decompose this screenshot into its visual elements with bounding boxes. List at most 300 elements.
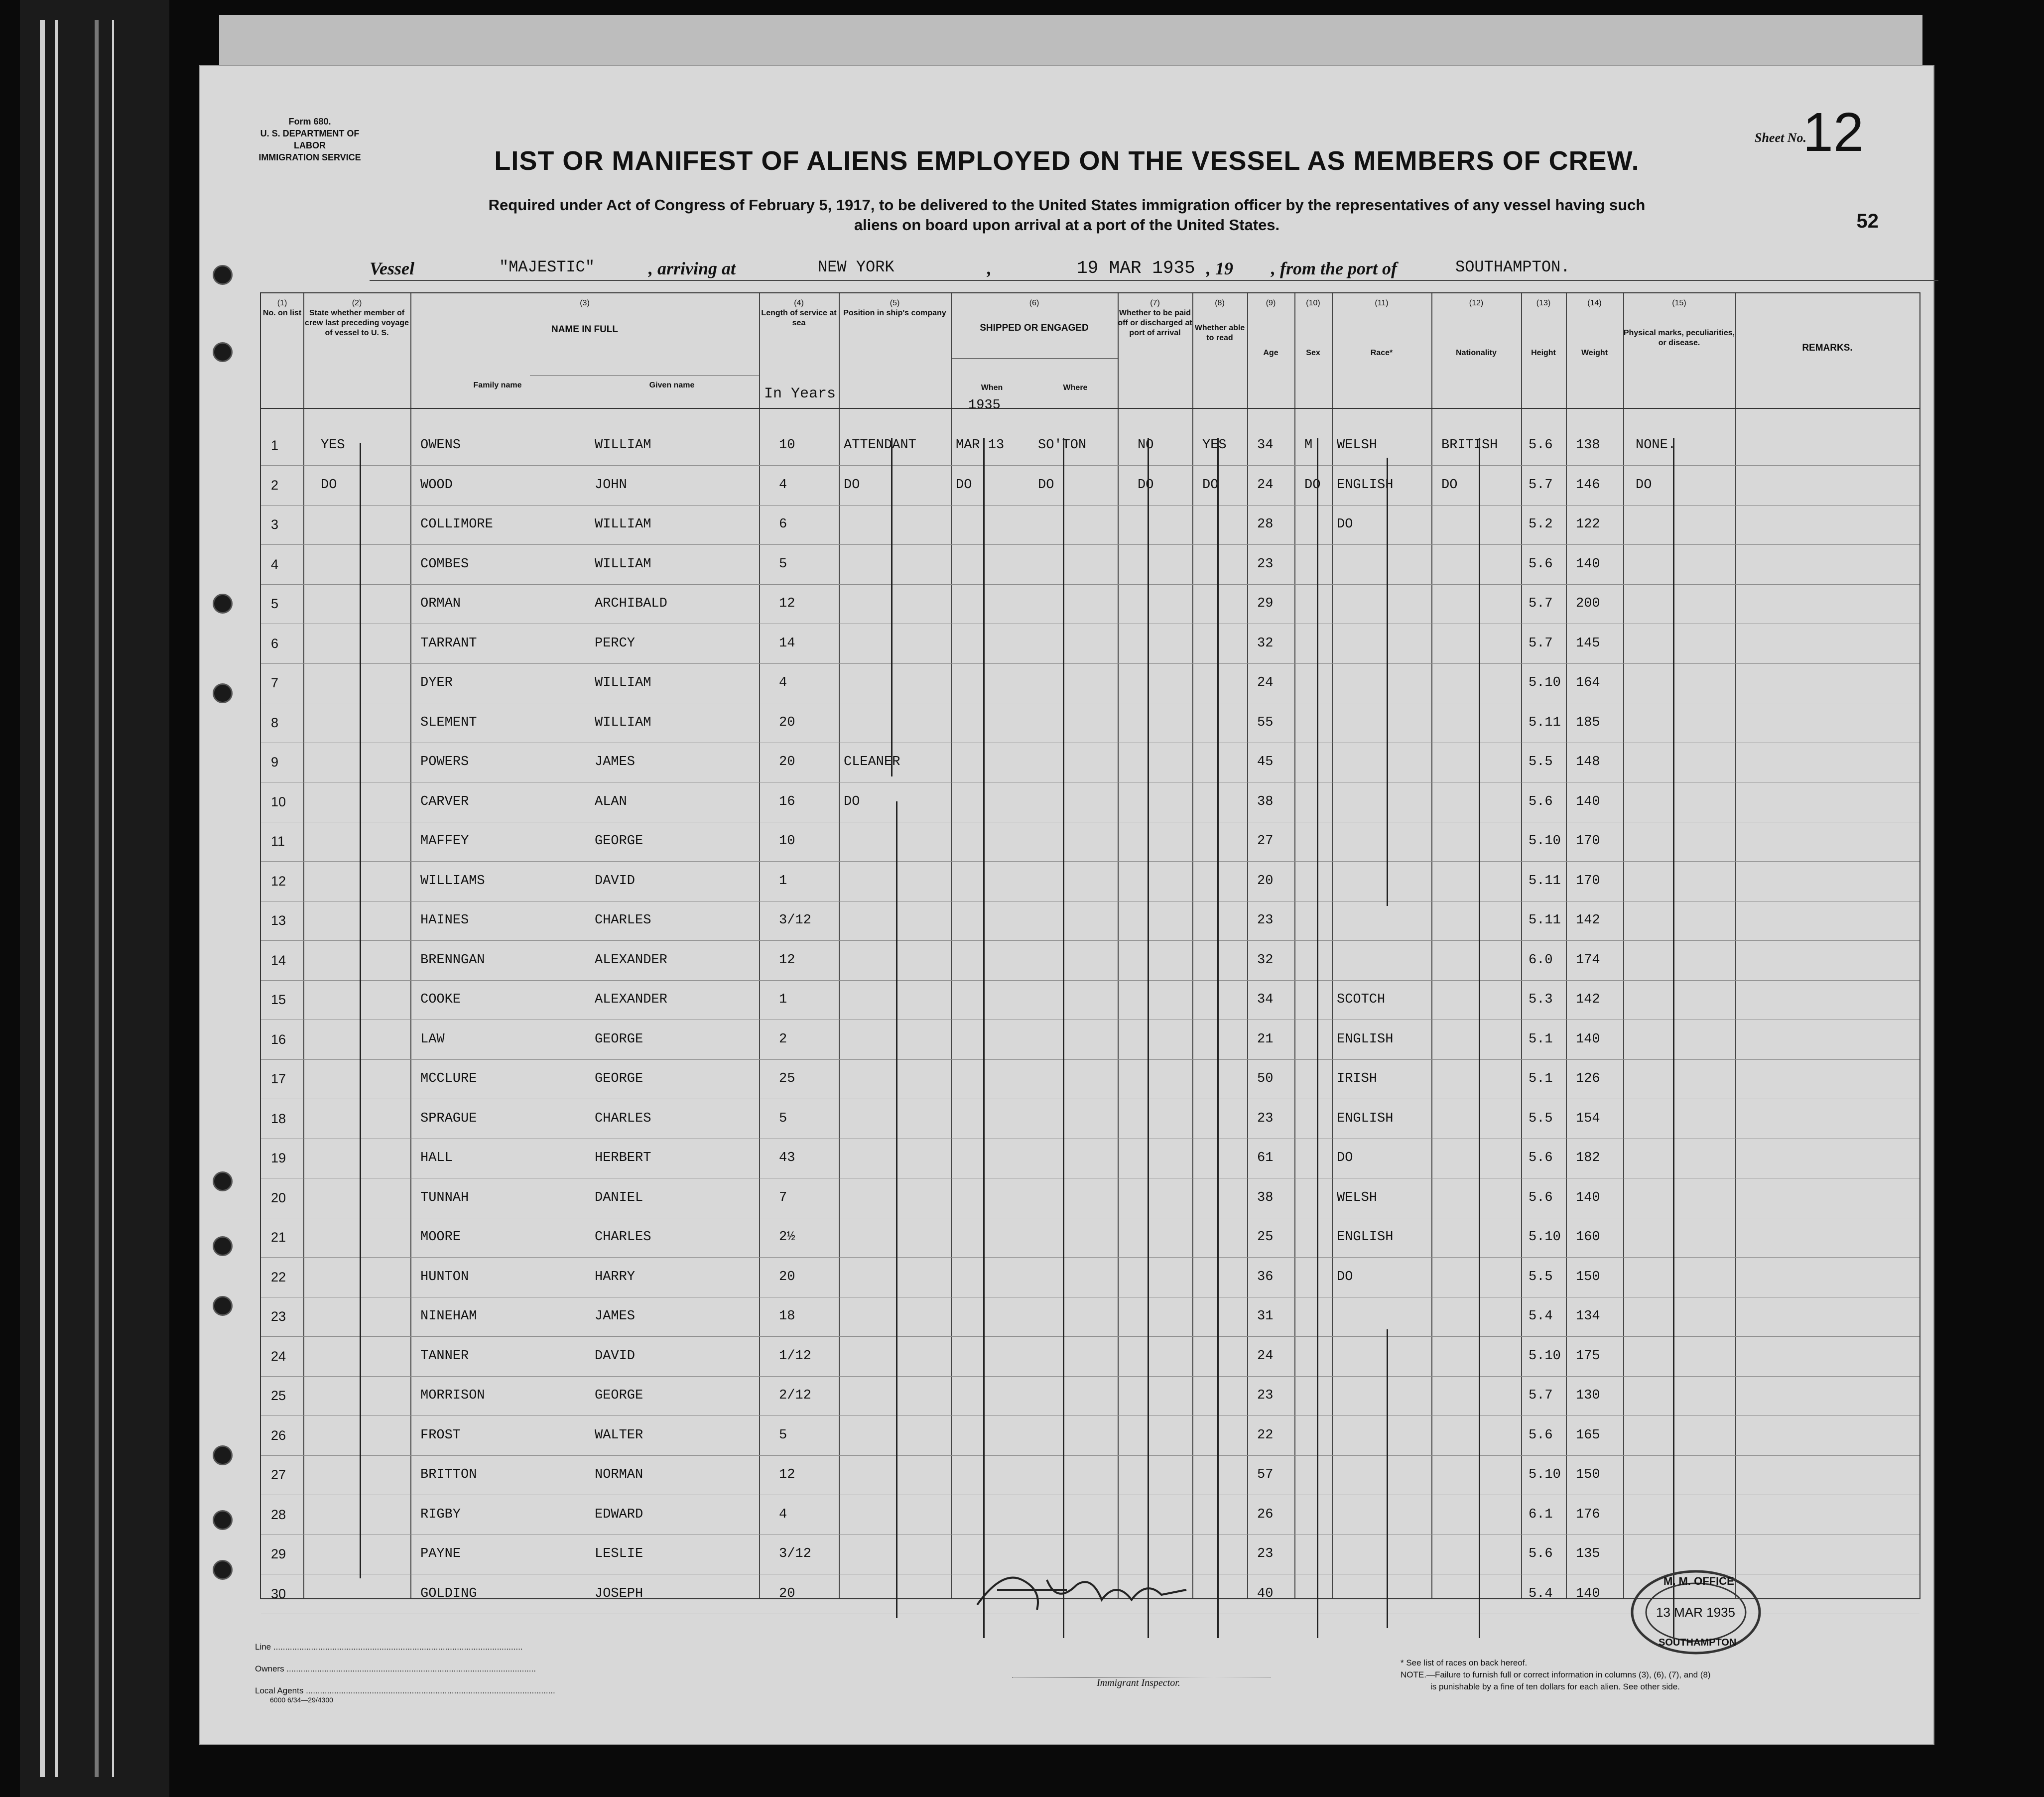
height-cell: 5.11 (1529, 913, 1561, 928)
punch-hole (213, 265, 233, 285)
given-name-cell: GEORGE (595, 1031, 643, 1047)
race-cell: WELSH (1337, 1190, 1378, 1205)
height-cell: 5.1 (1529, 1071, 1553, 1086)
age-cell: 23 (1257, 1546, 1274, 1561)
service-cell: 5 (779, 1111, 787, 1126)
height-cell: 5.3 (1529, 992, 1553, 1007)
family-name-cell: WOOD (420, 477, 453, 493)
family-name-cell: SPRAGUE (420, 1111, 477, 1126)
height-cell: 5.7 (1529, 477, 1553, 493)
given-name-cell: CHARLES (595, 913, 651, 928)
bottom-fields: Line .......................................................................................................... Owners .......................................................................................................... Local Agents .......................................................................................................... 6000 6/34—29/4300 (255, 1642, 555, 1704)
punch-hole (213, 1445, 233, 1465)
service-cell: 5 (779, 1427, 787, 1443)
subtitle-line-2: aliens on board upon arrival at a port of the United States. (854, 216, 1280, 234)
weight-cell: 148 (1576, 755, 1600, 770)
col-header-service: (4) Length of service at sea (761, 299, 837, 327)
given-name-cell: DAVID (595, 873, 636, 889)
col-header-no: (1) No. on list (262, 299, 302, 317)
owners-label: Owners (255, 1664, 284, 1673)
from-label: , from the port of (1271, 258, 1398, 278)
age-cell: 22 (1257, 1427, 1274, 1443)
marks-cell: NONE. (1636, 438, 1676, 453)
weight-cell: 150 (1576, 1467, 1600, 1482)
given-name-cell: JAMES (595, 755, 636, 770)
age-cell: 20 (1257, 873, 1274, 889)
family-name-cell: BRENNGAN (420, 952, 485, 968)
weight-cell: 130 (1576, 1388, 1600, 1403)
arriving-label: , arriving at (648, 258, 736, 278)
height-cell: 5.6 (1529, 438, 1553, 453)
col-header-race: (11) Race* (1370, 299, 1393, 357)
given-name-cell: WILLIAM (595, 675, 651, 690)
given-name-cell: ALAN (595, 794, 627, 809)
office-stamp (1629, 1567, 1763, 1657)
row-number: 25 (271, 1388, 286, 1403)
weight-cell: 122 (1576, 517, 1600, 532)
row-number: 26 (271, 1427, 286, 1443)
weight-cell: 175 (1576, 1348, 1600, 1364)
given-name-cell: PERCY (595, 636, 636, 651)
age-cell: 29 (1257, 596, 1274, 611)
col-header-nationality: (12) Nationality (1456, 299, 1497, 357)
col-header-marks: (15) Physical marks, peculiarities, or disease. (1623, 299, 1735, 347)
age-cell: 25 (1257, 1230, 1274, 1245)
family-name-cell: RIGBY (420, 1507, 461, 1522)
line-label: Line (255, 1642, 271, 1652)
service-cell: 2 (779, 1031, 787, 1047)
weight-cell: 165 (1576, 1427, 1600, 1443)
race-cell: ENGLISH (1337, 1031, 1394, 1047)
row-number: 15 (271, 992, 286, 1007)
age-cell: 31 (1257, 1309, 1274, 1324)
col-header-height: (13) Height (1531, 299, 1556, 357)
weight-cell: 200 (1576, 596, 1600, 611)
service-cell: 1 (779, 873, 787, 889)
given-name-cell: DAVID (595, 1348, 636, 1364)
family-name-label: Family name (473, 381, 522, 389)
service-units: In Years (764, 385, 836, 402)
crew-table (260, 292, 1920, 1599)
row-number: 4 (271, 556, 279, 572)
weight-cell: 142 (1576, 992, 1600, 1007)
col-header-remarks: REMARKS. (1802, 343, 1853, 353)
service-cell: 7 (779, 1190, 787, 1205)
age-cell: 38 (1257, 1190, 1274, 1205)
race-cell: ENGLISH (1337, 1230, 1394, 1245)
weight-cell: 182 (1576, 1151, 1600, 1165)
arrival-date: 19 MAR 1935 (1077, 258, 1195, 278)
given-name-cell: ARCHIBALD (595, 596, 667, 611)
given-name-cell: WILLIAM (595, 438, 651, 453)
given-name-cell: CHARLES (595, 1111, 651, 1126)
col-header-age: (9) Age (1263, 299, 1278, 357)
service-cell: 4 (779, 675, 787, 690)
height-cell: 5.10 (1529, 1348, 1561, 1364)
given-name-cell: ALEXANDER (595, 952, 667, 968)
age-cell: 36 (1257, 1269, 1274, 1284)
family-name-cell: ORMAN (420, 596, 461, 611)
height-cell: 5.4 (1529, 1309, 1553, 1324)
given-name-cell: JAMES (595, 1309, 636, 1324)
prior-voyage-cell: YES (321, 438, 345, 453)
weight-cell: 140 (1576, 1031, 1600, 1047)
where-label: Where (1063, 384, 1088, 392)
height-cell: 5.6 (1529, 1546, 1553, 1561)
punch-hole (213, 1171, 233, 1191)
height-cell: 5.6 (1529, 556, 1553, 572)
height-cell: 5.5 (1529, 755, 1553, 770)
service-cell: 10 (779, 834, 795, 849)
row-number: 11 (271, 834, 285, 849)
height-cell: 5.10 (1529, 1230, 1561, 1245)
age-cell: 57 (1257, 1467, 1274, 1482)
row-number: 18 (271, 1111, 286, 1126)
age-cell: 24 (1257, 477, 1274, 493)
sex-cell: DO (1304, 477, 1321, 493)
paid-off-cell: DO (1138, 477, 1154, 493)
height-cell: 5.7 (1529, 636, 1553, 651)
race-cell: WELSH (1337, 438, 1378, 453)
race-cell: DO (1337, 517, 1353, 532)
family-name-cell: PAYNE (420, 1546, 461, 1561)
year-suffix: , 19 (1206, 258, 1233, 278)
family-name-cell: POWERS (420, 755, 469, 770)
row-number: 28 (271, 1507, 286, 1522)
weight-cell: 160 (1576, 1230, 1600, 1245)
shipped-when-cell: DO (956, 477, 972, 493)
sheet-label: Sheet No. (1755, 130, 1806, 145)
punch-hole (213, 1236, 233, 1256)
row-number: 7 (271, 675, 279, 690)
age-cell: 23 (1257, 556, 1274, 572)
sex-cell: M (1304, 438, 1313, 453)
service-cell: 25 (779, 1071, 795, 1086)
family-name-cell: MAFFEY (420, 834, 469, 849)
agents-label: Local Agents (255, 1686, 304, 1695)
age-cell: 28 (1257, 517, 1274, 532)
family-name-cell: MCCLURE (420, 1071, 477, 1086)
service-cell: 12 (779, 1467, 795, 1482)
service-cell: 20 (779, 1269, 795, 1284)
row-number: 10 (271, 794, 286, 809)
stamp-date: 13 MAR 1935 (1656, 1605, 1735, 1620)
col-header-name: (3) (580, 299, 590, 307)
height-cell: 5.10 (1529, 1467, 1561, 1482)
race-cell: IRISH (1337, 1071, 1378, 1086)
paid-off-cell: NO (1138, 438, 1154, 453)
family-name-cell: TUNNAH (420, 1190, 469, 1205)
position-cell: CLEANER (844, 755, 900, 770)
row-number: 1 (271, 438, 279, 453)
subtitle (350, 195, 1784, 235)
given-name-cell: CHARLES (595, 1230, 651, 1245)
age-cell: 38 (1257, 794, 1274, 809)
given-name-label: Given name (649, 381, 695, 389)
age-cell: 32 (1257, 636, 1274, 651)
height-cell: 5.6 (1529, 794, 1553, 809)
family-name-cell: HALL (420, 1151, 453, 1165)
service-cell: 5 (779, 556, 787, 572)
given-name-cell: WILLIAM (595, 715, 651, 730)
punch-hole (213, 1510, 233, 1530)
race-cell: ENGLISH (1337, 1111, 1394, 1126)
given-name-cell: DANIEL (595, 1190, 643, 1205)
col-header-weight: (14) Weight (1581, 299, 1608, 357)
inspector-signature (967, 1560, 1196, 1620)
weight-cell: 164 (1576, 675, 1600, 690)
given-name-cell: NORMAN (595, 1467, 643, 1482)
weight-cell: 154 (1576, 1111, 1600, 1126)
row-number: 27 (271, 1467, 286, 1482)
given-name-cell: JOSEPH (595, 1586, 643, 1601)
service-cell: 12 (779, 952, 795, 968)
given-name-cell: WILLIAM (595, 517, 651, 532)
weight-cell: 185 (1576, 715, 1600, 730)
row-number: 21 (271, 1230, 286, 1245)
height-cell: 6.0 (1529, 952, 1553, 968)
family-name-cell: SLEMENT (420, 715, 477, 730)
family-name-cell: TARRANT (420, 636, 477, 651)
height-cell: 5.7 (1529, 596, 1553, 611)
age-cell: 24 (1257, 675, 1274, 690)
given-name-cell: EDWARD (595, 1507, 643, 1522)
family-name-cell: LAW (420, 1031, 445, 1047)
given-name-cell: WILLIAM (595, 556, 651, 572)
when-label: When (981, 384, 1003, 392)
age-cell: 23 (1257, 913, 1274, 928)
height-cell: 5.10 (1529, 834, 1561, 849)
weight-cell: 174 (1576, 952, 1600, 968)
footer-notes (1401, 1657, 1899, 1693)
weight-cell: 140 (1576, 1190, 1600, 1205)
punch-hole (213, 342, 233, 362)
row-number: 6 (271, 636, 279, 651)
family-name-cell: MORRISON (420, 1388, 485, 1403)
row-number: 8 (271, 715, 279, 730)
row-number: 14 (271, 952, 286, 968)
departure-port: SOUTHAMPTON. (1455, 258, 1570, 276)
race-cell: DO (1337, 1151, 1353, 1165)
vessel-line: Vessel "MAJESTIC" , arriving at NEW YORK , 19 MAR 1935 , 19 , from the port of SOUTHAMPTON. (370, 255, 1938, 281)
family-name-cell: BRITTON (420, 1467, 477, 1482)
subtitle-line-1: Required under Act of Congress of February 5, 1917, to be delivered to the United States immigration officer by the representatives of any vessel having such (488, 196, 1646, 214)
age-cell: 21 (1257, 1031, 1274, 1047)
height-cell: 5.1 (1529, 1031, 1553, 1047)
age-cell: 50 (1257, 1071, 1274, 1086)
row-number: 24 (271, 1348, 286, 1364)
weight-cell: 140 (1576, 794, 1600, 809)
service-cell: 20 (779, 1586, 795, 1601)
row-number: 22 (271, 1269, 286, 1284)
family-name-cell: TANNER (420, 1348, 469, 1364)
weight-cell: 176 (1576, 1507, 1600, 1522)
height-cell: 5.6 (1529, 1427, 1553, 1443)
punch-hole (213, 683, 233, 703)
service-cell: 1 (779, 992, 787, 1007)
shipped-when-cell: MAR 13 (956, 438, 1005, 453)
family-name-cell: GOLDING (420, 1586, 477, 1601)
row-number: 13 (271, 913, 286, 928)
given-name-cell: GEORGE (595, 1071, 643, 1086)
vessel-name: "MAJESTIC" (499, 258, 595, 276)
height-cell: 5.6 (1529, 1151, 1553, 1165)
read-cell: DO (1202, 477, 1219, 493)
weight-cell: 135 (1576, 1546, 1600, 1561)
row-number: 5 (271, 596, 279, 611)
form-number: Form 680. (288, 117, 331, 127)
height-cell: 5.7 (1529, 1388, 1553, 1403)
age-cell: 24 (1257, 1348, 1274, 1364)
row-number: 30 (271, 1586, 286, 1601)
service-cell: 3/12 (779, 1546, 811, 1561)
service-cell: 10 (779, 438, 795, 453)
given-name-cell: GEORGE (595, 1388, 643, 1403)
row-number: 17 (271, 1071, 286, 1086)
position-cell: ATTENDANT (844, 438, 916, 453)
family-name-cell: COMBES (420, 556, 469, 572)
age-cell: 23 (1257, 1111, 1274, 1126)
height-cell: 5.6 (1529, 1190, 1553, 1205)
nationality-cell: BRITISH (1441, 438, 1498, 453)
age-cell: 61 (1257, 1151, 1274, 1165)
service-cell: 12 (779, 596, 795, 611)
height-cell: 5.4 (1529, 1586, 1553, 1601)
family-name-cell: HUNTON (420, 1269, 469, 1284)
col-header-prior-voyage: (2) State whether member of crew last preceding voyage of vessel to U. S. (305, 299, 409, 337)
row-number: 16 (271, 1031, 286, 1047)
height-cell: 5.5 (1529, 1269, 1553, 1284)
col-header-shipped: (6) SHIPPED OR ENGAGED (980, 299, 1089, 333)
row-number: 9 (271, 755, 279, 770)
height-cell: 5.2 (1529, 517, 1553, 532)
given-name-cell: ALEXANDER (595, 992, 667, 1007)
weight-cell: 138 (1576, 438, 1600, 453)
age-cell: 40 (1257, 1586, 1274, 1601)
fine-note-1: NOTE.—Failure to furnish full or correct information in columns (3), (6), (7), and (8) (1401, 1670, 1711, 1679)
family-name-cell: MOORE (420, 1230, 461, 1245)
service-cell: 3/12 (779, 913, 811, 928)
service-cell: 4 (779, 1507, 787, 1522)
binder-edge (20, 0, 169, 1797)
service-cell: 14 (779, 636, 795, 651)
family-name-cell: FROST (420, 1427, 461, 1443)
col-header-paid-off: (7) Whether to be paid off or discharged at port of arrival (1118, 299, 1192, 337)
age-cell: 55 (1257, 715, 1274, 730)
marks-cell: DO (1636, 477, 1652, 493)
service-cell: 18 (779, 1309, 795, 1324)
prior-voyage-cell: DO (321, 477, 337, 493)
service-cell: 20 (779, 755, 795, 770)
col-header-position: (5) Position in ship's company (843, 299, 946, 317)
punch-hole (213, 1560, 233, 1580)
service-cell: 2/12 (779, 1388, 811, 1403)
page-title: LIST OR MANIFEST OF ALIENS EMPLOYED ON THE VESSEL AS MEMBERS OF CREW. (494, 146, 1640, 176)
family-name-cell: WILLIAMS (420, 873, 485, 889)
immigrant-inspector: Immigrant Inspector. (1097, 1677, 1271, 1689)
race-cell: SCOTCH (1337, 992, 1386, 1007)
punch-hole (213, 1296, 233, 1316)
age-cell: 26 (1257, 1507, 1274, 1522)
punch-hole (213, 594, 233, 614)
arrival-port: NEW YORK (818, 258, 894, 276)
family-name-cell: OWENS (420, 438, 461, 453)
print-code: 6000 6/34—29/4300 (270, 1696, 333, 1704)
manifest-sheet (199, 65, 1934, 1745)
height-cell: 5.10 (1529, 675, 1561, 690)
service-cell: 2½ (779, 1230, 795, 1245)
age-cell: 34 (1257, 438, 1274, 453)
height-cell: 5.5 (1529, 1111, 1553, 1126)
weight-cell: 150 (1576, 1269, 1600, 1284)
weight-cell: 170 (1576, 834, 1600, 849)
height-cell: 6.1 (1529, 1507, 1553, 1522)
corner-number: 52 (1856, 210, 1879, 232)
weight-cell: 142 (1576, 913, 1600, 928)
race-cell: ENGLISH (1337, 477, 1394, 493)
row-number: 20 (271, 1190, 286, 1205)
weight-cell: 134 (1576, 1309, 1600, 1324)
read-cell: YES (1202, 438, 1227, 453)
shipped-where-cell: DO (1038, 477, 1054, 493)
family-name-cell: HAINES (420, 913, 469, 928)
stamp-top-text: M. M. OFFICE (1663, 1575, 1734, 1587)
service-cell: 1/12 (779, 1348, 811, 1364)
weight-cell: 126 (1576, 1071, 1600, 1086)
given-name-cell: HERBERT (595, 1151, 651, 1165)
race-cell: DO (1337, 1269, 1353, 1284)
weight-cell: 145 (1576, 636, 1600, 651)
height-cell: 5.11 (1529, 715, 1561, 730)
age-cell: 27 (1257, 834, 1274, 849)
family-name-cell: DYER (420, 675, 453, 690)
given-name-cell: GEORGE (595, 834, 643, 849)
weight-cell: 146 (1576, 477, 1600, 493)
row-number: 19 (271, 1151, 286, 1165)
service-cell: 16 (779, 794, 795, 809)
age-cell: 32 (1257, 952, 1274, 968)
age-cell: 34 (1257, 992, 1274, 1007)
col-header-sex: (10) Sex (1306, 299, 1320, 357)
col-header-read: (8) Whether able to read (1194, 299, 1245, 342)
service-cell: 6 (779, 517, 787, 532)
weight-cell: 170 (1576, 873, 1600, 889)
given-name-cell: LESLIE (595, 1546, 643, 1561)
family-name-cell: NINEHAM (420, 1309, 477, 1324)
service-name: IMMIGRATION SERVICE (258, 152, 361, 162)
age-cell: 23 (1257, 1388, 1274, 1403)
department: U. S. DEPARTMENT OF LABOR (260, 128, 360, 150)
family-name-cell: COLLIMORE (420, 517, 493, 532)
fine-note-2: is punishable by a fine of ten dollars for each alien. See other side. (1430, 1682, 1680, 1691)
height-cell: 5.11 (1529, 873, 1561, 889)
position-cell: DO (844, 794, 860, 809)
given-name-cell: JOHN (595, 477, 627, 493)
row-number: 29 (271, 1546, 286, 1561)
stamp-bottom-text: SOUTHAMPTON (1659, 1637, 1737, 1648)
given-name-cell: WALTER (595, 1427, 643, 1443)
nationality-cell: DO (1441, 477, 1458, 493)
shipped-where-cell: SO'TON (1038, 438, 1087, 453)
service-cell: 43 (779, 1151, 795, 1165)
races-note: * See list of races on back hereof. (1401, 1658, 1528, 1668)
shipped-year: 1935 (968, 398, 1001, 413)
name-in-full-label: NAME IN FULL (551, 324, 619, 335)
weight-cell: 140 (1576, 1586, 1600, 1601)
row-number: 12 (271, 873, 286, 889)
given-name-cell: HARRY (595, 1269, 636, 1284)
position-cell: DO (844, 477, 860, 493)
